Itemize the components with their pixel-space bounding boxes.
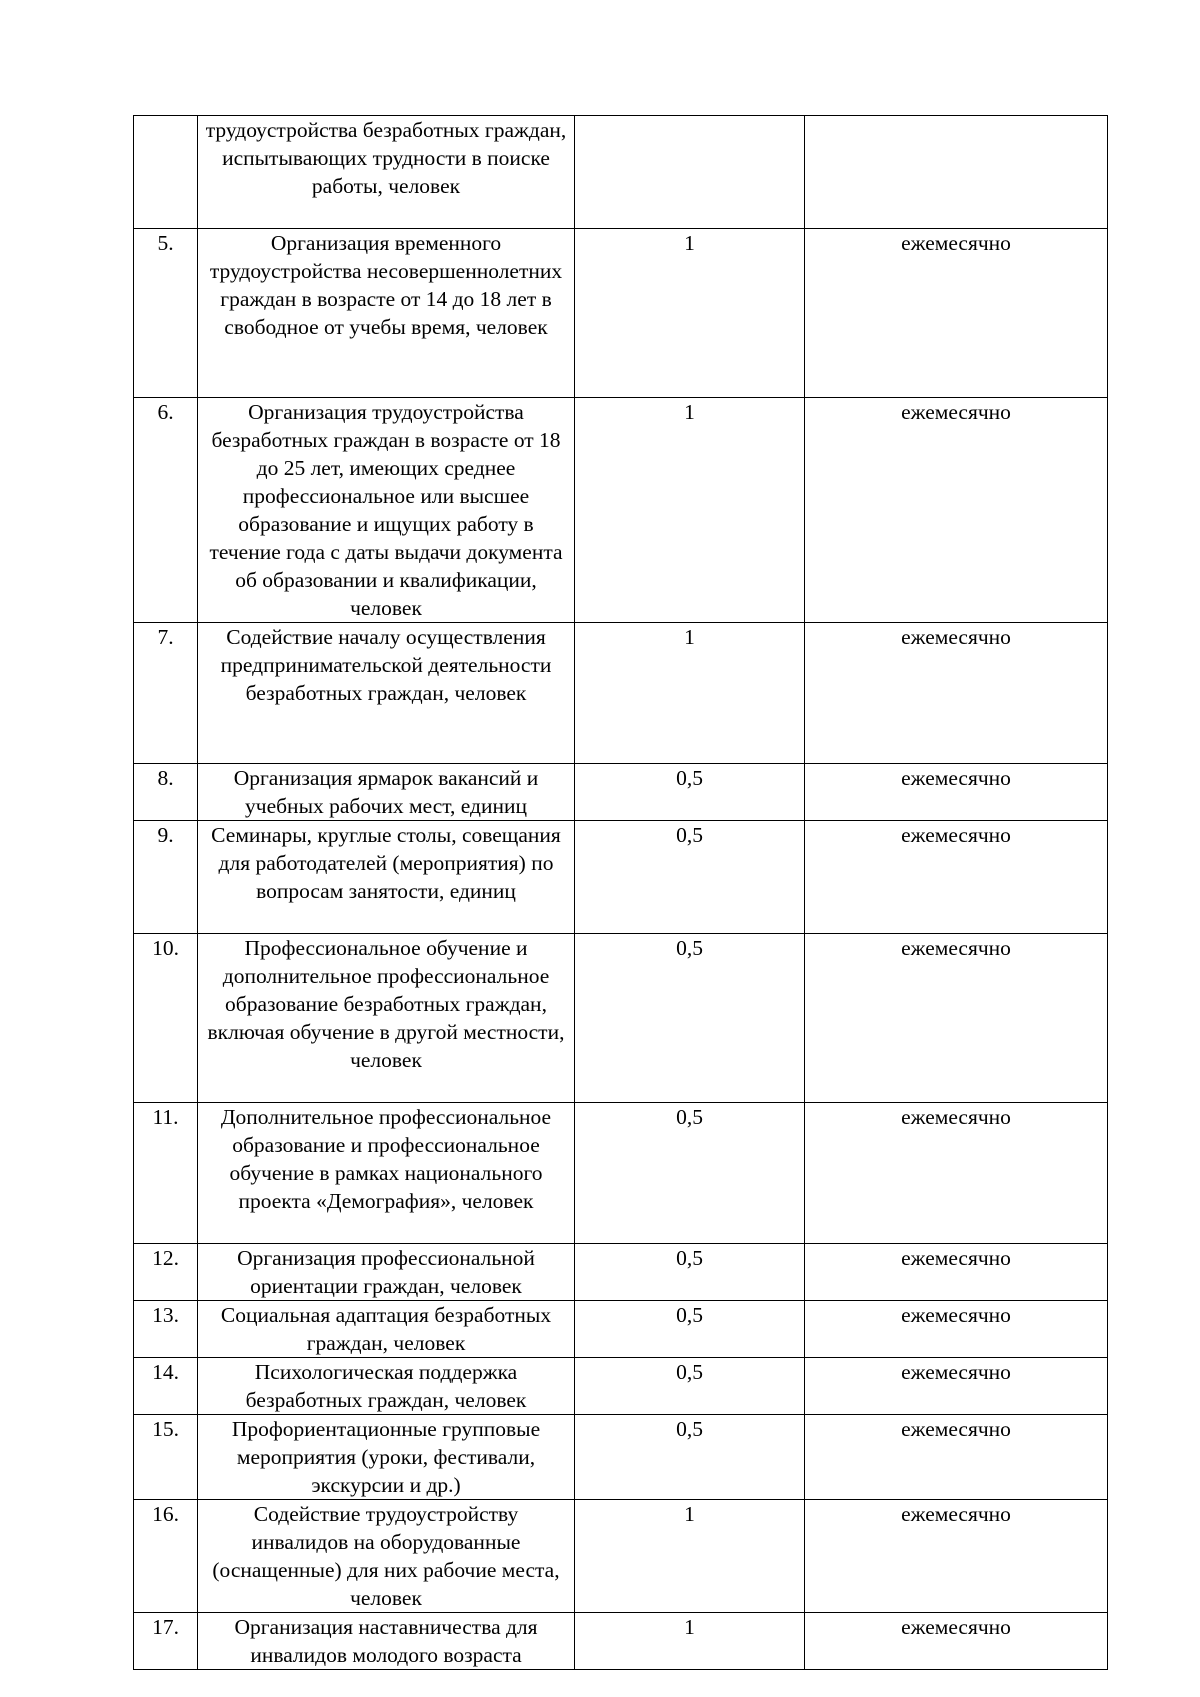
table-row (134, 821, 1108, 934)
reporting-period-cell: ежемесячно (805, 821, 1108, 934)
indicator-name-cell: Содействие трудоустройству инвалидов на оборудованные (оснащенные) для них рабочие места, человек (198, 1500, 575, 1613)
table-row (134, 1244, 1108, 1301)
table-row (134, 1103, 1108, 1244)
reporting-period-cell: ежемесячно (805, 764, 1108, 821)
indicator-name-cell: трудоустройства безработных граждан, испытывающих трудности в поиске работы, человек (198, 116, 575, 229)
indicator-name-cell: Организация трудоустройства безработных граждан в возрасте от 18 до 25 лет, имеющих среднее профессиональное или высшее образование и ищущих работу в течение года с даты выдачи документа об образовании и квалификации, человек (198, 398, 575, 623)
indicator-name-cell: Дополнительное профессиональное образование и профессиональное обучение в рамках национального проекта «Демография», человек (198, 1103, 575, 1244)
indicator-value-cell (575, 116, 805, 229)
indicator-value-cell: 0,5 (575, 1301, 805, 1358)
indicator-name-cell: Организация ярмарок вакансий и учебных рабочих мест, единиц (198, 764, 575, 821)
indicator-name-cell: Социальная адаптация безработных граждан, человек (198, 1301, 575, 1358)
table-row (134, 623, 1108, 764)
reporting-period-cell: ежемесячно (805, 1301, 1108, 1358)
table-row (134, 764, 1108, 821)
row-number-cell: 7. (134, 623, 198, 764)
indicator-name-cell: Организация временного трудоустройства несовершеннолетних граждан в возрасте от 14 до 18 лет в свободное от учебы время, человек (198, 229, 575, 398)
row-number-cell (134, 116, 198, 229)
table-row (134, 1415, 1108, 1500)
row-number-cell: 8. (134, 764, 198, 821)
reporting-period-cell: ежемесячно (805, 934, 1108, 1103)
table-row (134, 1613, 1108, 1670)
reporting-period-cell (805, 116, 1108, 229)
indicator-value-cell: 0,5 (575, 764, 805, 821)
indicator-value-cell: 0,5 (575, 1358, 805, 1415)
table-body (134, 116, 1108, 1670)
row-number-cell: 13. (134, 1301, 198, 1358)
table-row (134, 229, 1108, 398)
row-number-cell: 5. (134, 229, 198, 398)
indicator-value-cell: 1 (575, 1500, 805, 1613)
indicator-value-cell: 1 (575, 623, 805, 764)
table-row (134, 1500, 1108, 1613)
indicator-value-cell: 1 (575, 398, 805, 623)
indicator-name-cell: Организация наставничества для инвалидов молодого возраста (198, 1613, 575, 1670)
table-row (134, 398, 1108, 623)
reporting-period-cell: ежемесячно (805, 1244, 1108, 1301)
indicator-value-cell: 0,5 (575, 821, 805, 934)
indicator-name-cell: Семинары, круглые столы, совещания для работодателей (мероприятия) по вопросам занятости, единиц (198, 821, 575, 934)
table-row (134, 934, 1108, 1103)
row-number-cell: 6. (134, 398, 198, 623)
indicator-value-cell: 1 (575, 1613, 805, 1670)
row-number-cell: 15. (134, 1415, 198, 1500)
row-number-cell: 16. (134, 1500, 198, 1613)
indicators-table (133, 115, 1108, 1670)
indicator-name-cell: Содействие началу осуществления предпринимательской деятельности безработных граждан, человек (198, 623, 575, 764)
indicator-value-cell: 0,5 (575, 1103, 805, 1244)
reporting-period-cell: ежемесячно (805, 1358, 1108, 1415)
row-number-cell: 14. (134, 1358, 198, 1415)
indicator-value-cell: 0,5 (575, 1415, 805, 1500)
indicator-name-cell: Психологическая поддержка безработных граждан, человек (198, 1358, 575, 1415)
row-number-cell: 12. (134, 1244, 198, 1301)
indicator-value-cell: 1 (575, 229, 805, 398)
indicator-value-cell: 0,5 (575, 1244, 805, 1301)
table-row (134, 1301, 1108, 1358)
indicator-value-cell: 0,5 (575, 934, 805, 1103)
reporting-period-cell: ежемесячно (805, 1613, 1108, 1670)
row-number-cell: 10. (134, 934, 198, 1103)
table-row (134, 1358, 1108, 1415)
indicator-name-cell: Профессиональное обучение и дополнительное профессиональное образование безработных граждан, включая обучение в другой местности, человек (198, 934, 575, 1103)
reporting-period-cell: ежемесячно (805, 1103, 1108, 1244)
row-number-cell: 11. (134, 1103, 198, 1244)
reporting-period-cell: ежемесячно (805, 398, 1108, 623)
indicator-name-cell: Профориентационные групповые мероприятия (уроки, фестивали, экскурсии и др.) (198, 1415, 575, 1500)
indicator-name-cell: Организация профессиональной ориентации граждан, человек (198, 1244, 575, 1301)
reporting-period-cell: ежемесячно (805, 623, 1108, 764)
reporting-period-cell: ежемесячно (805, 1500, 1108, 1613)
table-row (134, 116, 1108, 229)
reporting-period-cell: ежемесячно (805, 229, 1108, 398)
row-number-cell: 9. (134, 821, 198, 934)
reporting-period-cell: ежемесячно (805, 1415, 1108, 1500)
row-number-cell: 17. (134, 1613, 198, 1670)
